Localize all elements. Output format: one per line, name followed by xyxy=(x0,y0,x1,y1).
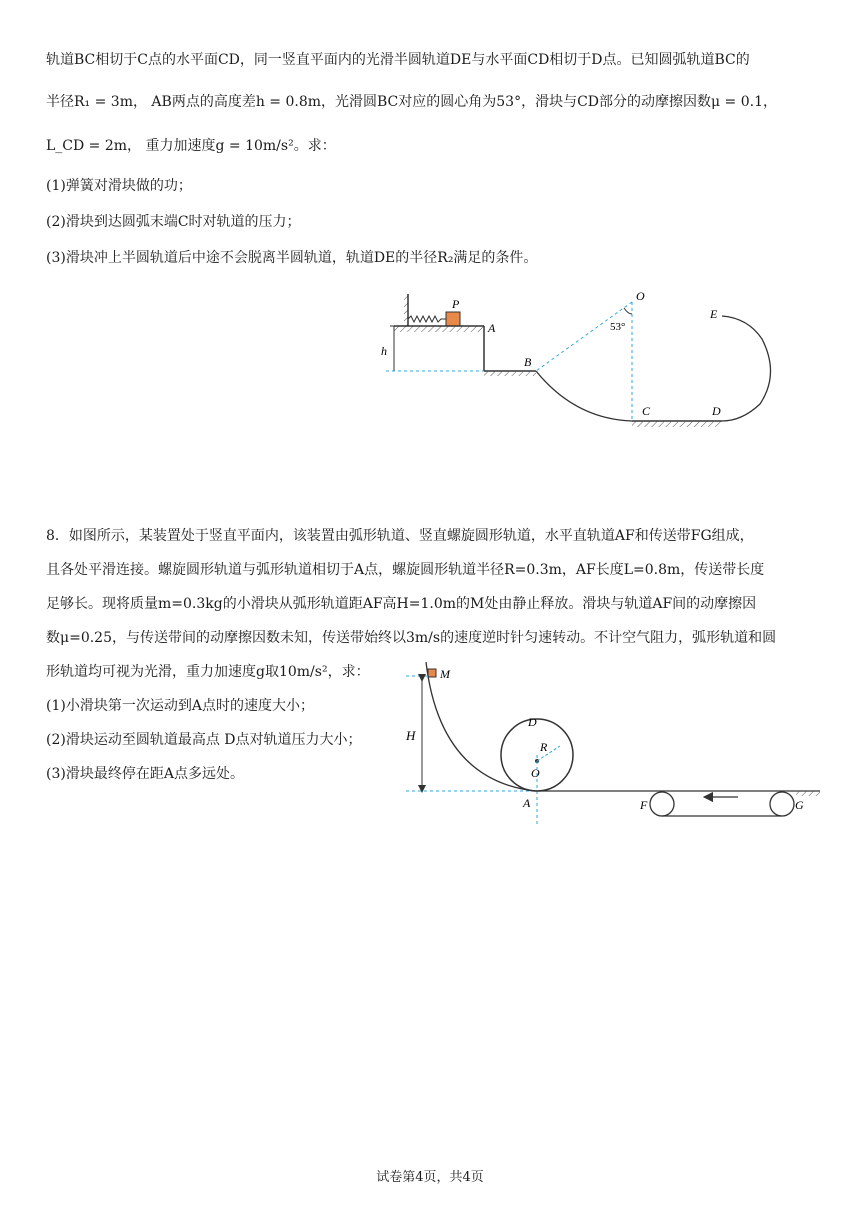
p7-text-line-2: 半径R₁ = 3m， AB两点的高度差h = 0.8m，光滑圆BC对应的圆心角为53°，滑块与CD部分的动摩擦因数μ = 0.1， xyxy=(46,94,778,110)
p8-figure xyxy=(400,660,825,825)
p8-text-line-2: 且各处平滑连接。螺旋圆形轨道与弧形轨道相切于A点，螺旋圆形轨道半径R=0.3m，AF长度L=0.8m，传送带长度 xyxy=(46,562,765,578)
page-footer: 试卷第4页，共4页 xyxy=(376,1170,484,1185)
p7-block-p xyxy=(446,312,460,326)
p8-label-r: R xyxy=(540,740,548,754)
p7-label-o: O xyxy=(636,289,645,303)
p8-label-o: O xyxy=(531,766,540,780)
p7-question-1: (1)弹簧对滑块做的功； xyxy=(46,178,192,194)
p8-label-m: M xyxy=(440,667,450,681)
p8-question-3: (3)滑块最终停在距A点多远处。 xyxy=(46,766,244,782)
p8-label-h: H xyxy=(406,728,416,743)
p8-label-g: G xyxy=(795,798,804,812)
p7-label-e: E xyxy=(710,307,718,321)
p7-label-d: D xyxy=(712,404,721,418)
p8-arc-track xyxy=(426,662,535,791)
p8-text-line-3: 足够长。现将质量m=0.3kg的小滑块从弧形轨道距AF高H=1.0m的M处由静止释放。滑块与轨道AF间的动摩擦因 xyxy=(46,596,757,612)
p8-label-d: D xyxy=(528,715,537,729)
p7-label-c: C xyxy=(642,404,651,418)
p8-text-line-1: 8．如图所示，某装置处于竖直平面内，该装置由弧形轨道、竖直螺旋圆形轨道，水平直轨道AF和传送带FG组成， xyxy=(46,528,754,544)
p8-roller-g xyxy=(770,792,794,816)
p7-label-b: B xyxy=(524,355,532,369)
p7-label-p: P xyxy=(452,297,460,311)
p7-question-2: (2)滑块到达圆弧末端C时对轨道的压力； xyxy=(46,214,301,230)
p7-text-line-3: L_CD = 2m， 重力加速度g = 10m/s²。求： xyxy=(46,138,336,154)
p7-question-3: (3)滑块冲上半圆轨道后中途不会脱离半圆轨道，轨道DE的半径R₂满足的条件。 xyxy=(46,250,538,266)
p8-block-m xyxy=(428,669,436,677)
p7-text-line-1: 轨道BC相切于C点的水平面CD，同一竖直平面内的光滑半圆轨道DE与水平面CD相切于D点。已知圆弧轨道BC的 xyxy=(46,52,750,68)
p8-text-line-4: 数μ=0.25，与传送带间的动摩擦因数未知，传送带始终以3m/s的速度逆时针匀速转动。不计空气阻力，弧形轨道和圆 xyxy=(46,630,777,646)
p7-spring xyxy=(408,316,446,322)
p7-arc-bc xyxy=(536,371,632,421)
p7-figure xyxy=(370,284,790,444)
p7-semicircle-de xyxy=(722,316,771,421)
p8-question-2: (2)滑块运动至圆轨道最高点 D点对轨道压力大小； xyxy=(46,732,362,748)
p7-label-h: h xyxy=(381,344,387,358)
p8-question-1: (1)小滑块第一次运动到A点时的速度大小； xyxy=(46,698,314,714)
p8-roller-f xyxy=(650,792,674,816)
p7-label-angle: 53° xyxy=(610,321,626,333)
p8-text-line-5: 形轨道均可视为光滑，重力加速度g取10m/s²，求： xyxy=(46,664,370,680)
p7-label-a: A xyxy=(488,321,496,335)
p8-label-f: F xyxy=(640,798,648,812)
p8-label-a: A xyxy=(523,796,531,810)
